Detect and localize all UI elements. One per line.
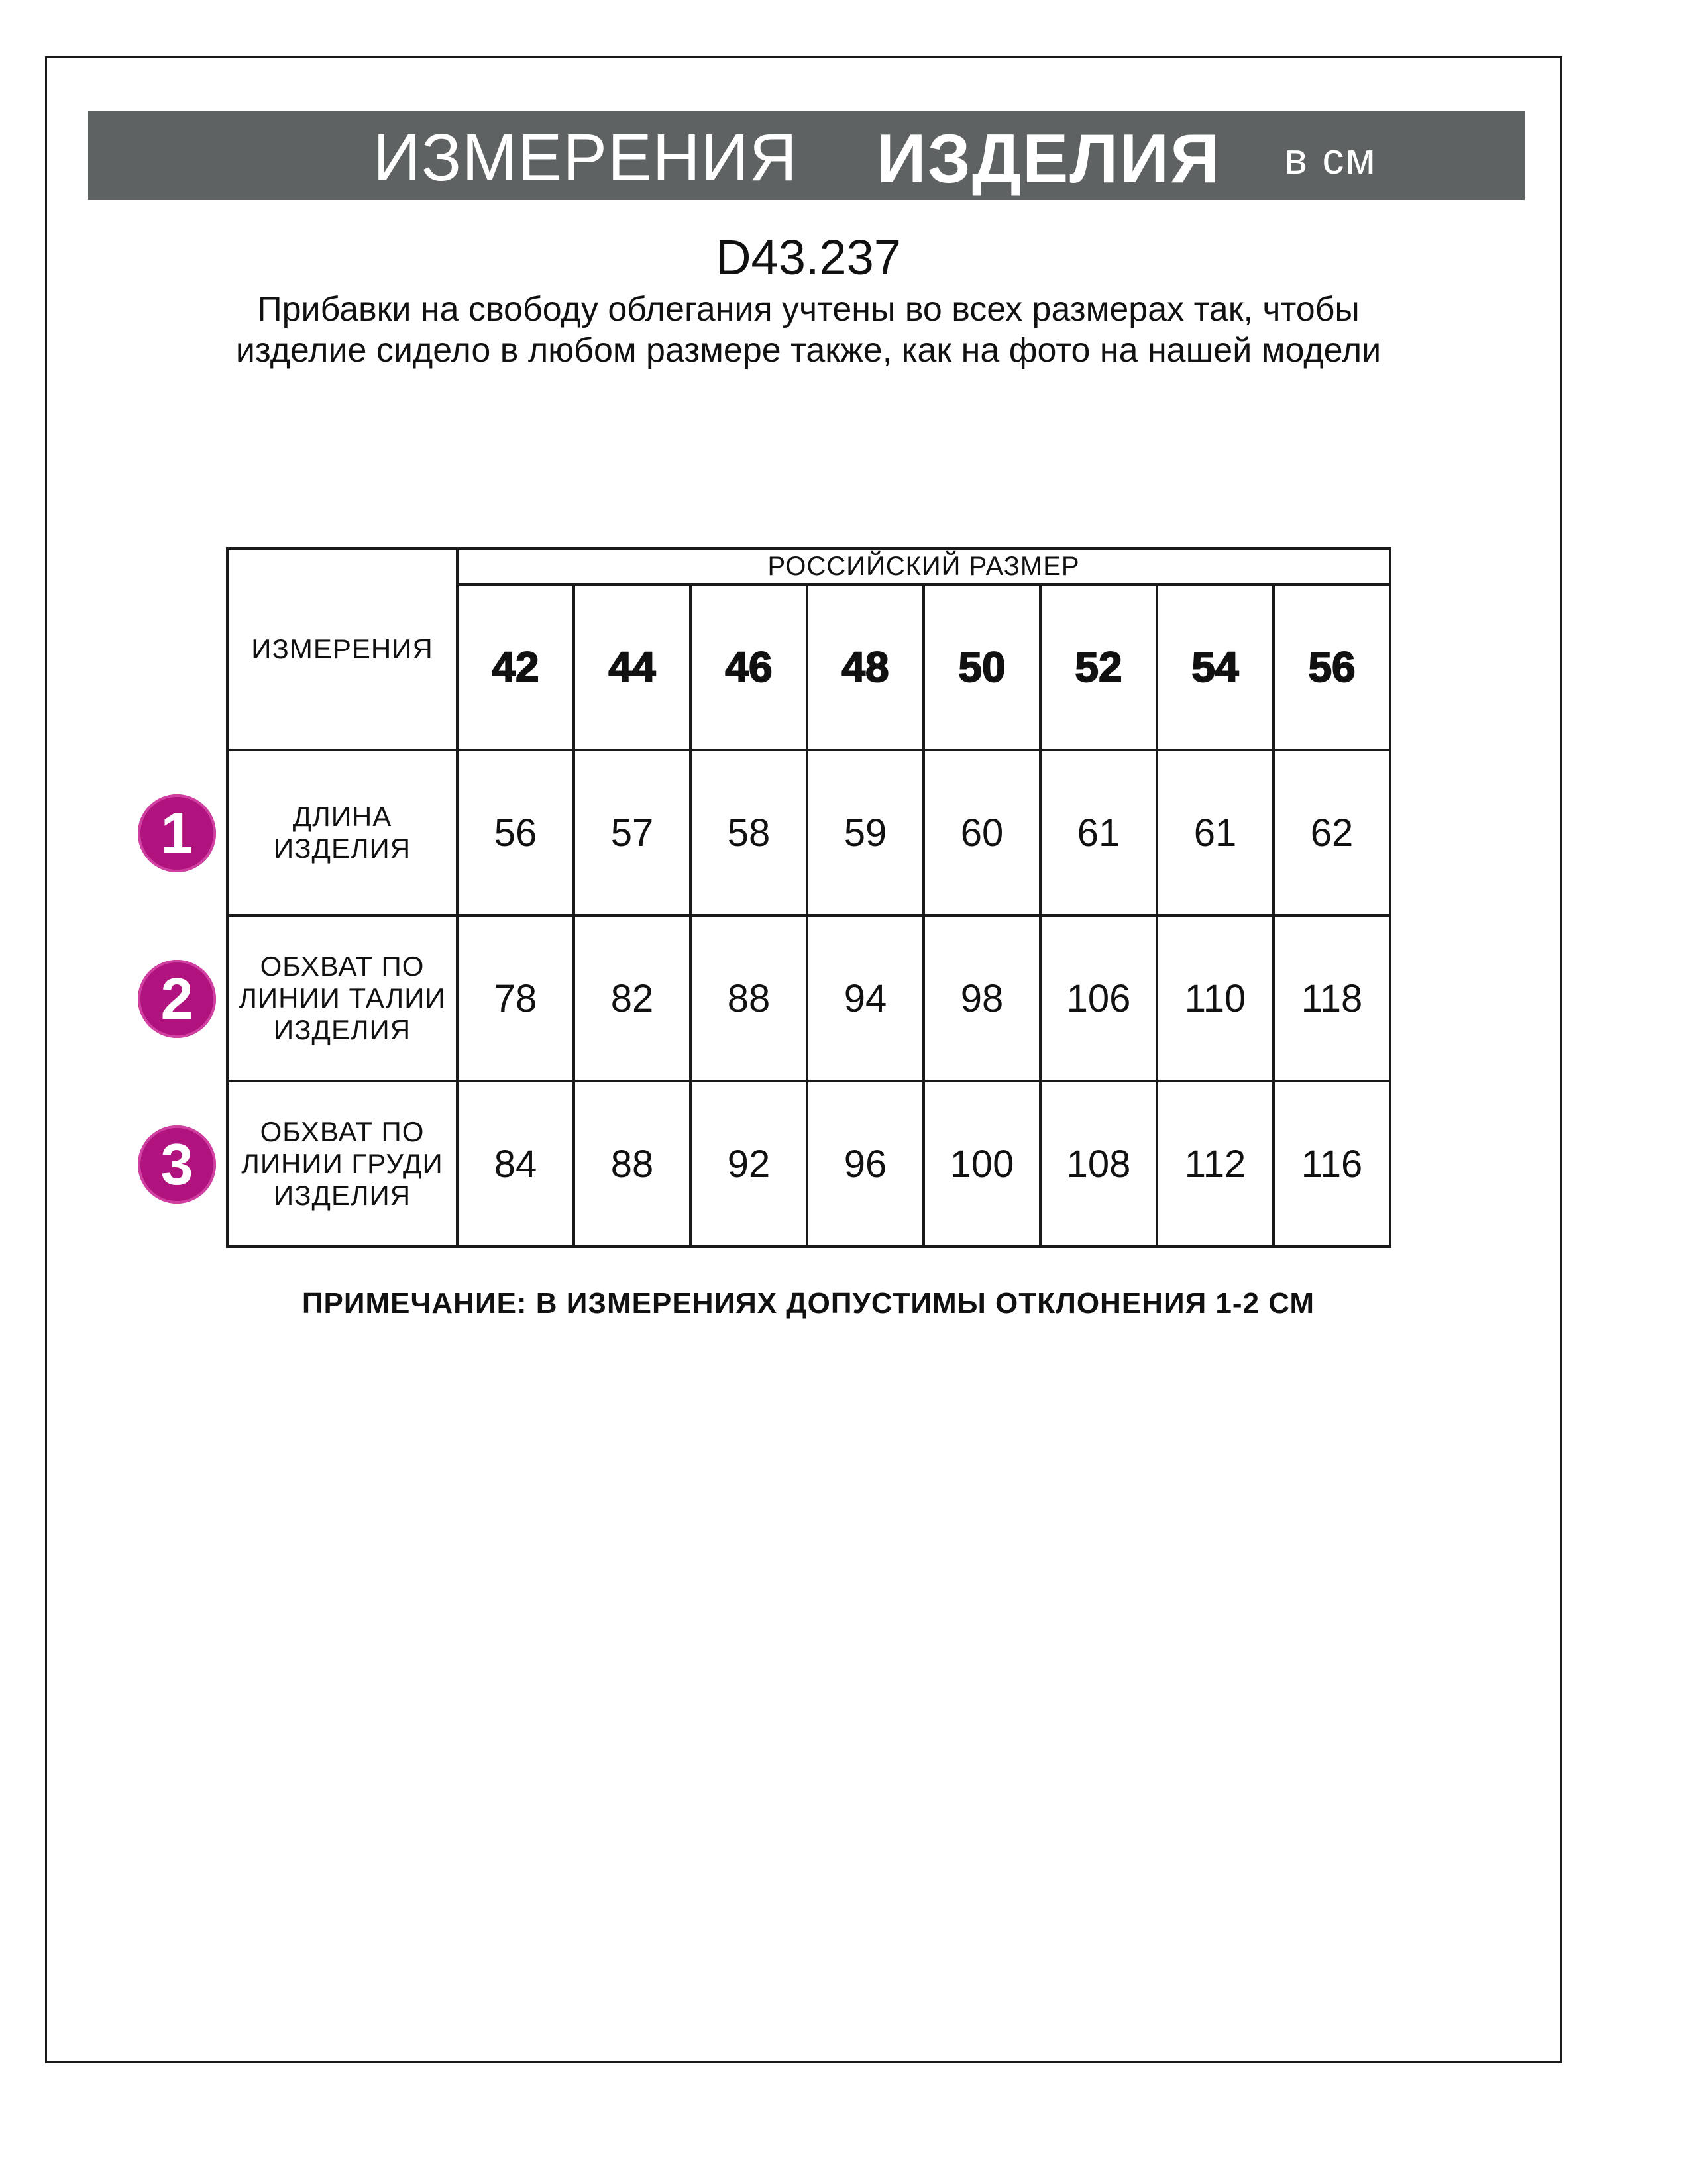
size-header: 54 xyxy=(1157,584,1274,750)
size-header: 52 xyxy=(1040,584,1157,750)
table-cell: 110 xyxy=(1157,915,1274,1081)
banner-title-item: ИЗДЕЛИЯ xyxy=(877,121,1221,197)
table-cell: 116 xyxy=(1274,1081,1390,1247)
table-cell: 100 xyxy=(924,1081,1040,1247)
row-label-chest: ОБХВАТ ПО ЛИНИИ ГРУДИ ИЗДЕЛИЯ xyxy=(227,1081,457,1247)
table-cell: 82 xyxy=(574,915,690,1081)
table-cell: 112 xyxy=(1157,1081,1274,1247)
table-cell: 88 xyxy=(690,915,807,1081)
table-row xyxy=(227,750,1390,915)
banner-title-measurements: ИЗМЕРЕНИЯ xyxy=(373,121,798,195)
table-cell: 84 xyxy=(457,1081,574,1247)
title-banner xyxy=(88,111,1525,200)
table-cell: 59 xyxy=(807,750,924,915)
table-cell: 58 xyxy=(690,750,807,915)
table-row xyxy=(227,1081,1390,1247)
size-header: 50 xyxy=(924,584,1040,750)
table-cell: 92 xyxy=(690,1081,807,1247)
size-header: 56 xyxy=(1274,584,1390,750)
table-cell: 106 xyxy=(1040,915,1157,1081)
table-cell: 78 xyxy=(457,915,574,1081)
fit-description: Прибавки на свободу облегания учтены во всех размерах так, чтобы изделие сидело в любом размере также, как на фото на нашей модели xyxy=(235,290,1382,370)
table-cell: 94 xyxy=(807,915,924,1081)
size-header: 46 xyxy=(690,584,807,750)
header-russian-size: РОССИЙСКИЙ РАЗМЕР xyxy=(457,548,1390,584)
table-cell: 61 xyxy=(1157,750,1274,915)
size-header: 48 xyxy=(807,584,924,750)
table-cell: 61 xyxy=(1040,750,1157,915)
row-number-badge-1: 1 xyxy=(138,794,216,872)
row-number-badge-3: 3 xyxy=(138,1125,216,1204)
row-label-waist: ОБХВАТ ПО ЛИНИИ ТАЛИИ ИЗДЕЛИЯ xyxy=(227,915,457,1081)
table-cell: 118 xyxy=(1274,915,1390,1081)
row-label-length: ДЛИНА ИЗДЕЛИЯ xyxy=(227,750,457,915)
table-cell: 57 xyxy=(574,750,690,915)
size-header: 44 xyxy=(574,584,690,750)
table-cell: 96 xyxy=(807,1081,924,1247)
table-row xyxy=(227,915,1390,1081)
table-cell: 60 xyxy=(924,750,1040,915)
table-cell: 88 xyxy=(574,1081,690,1247)
tolerance-note: ПРИМЕЧАНИЕ: В ИЗМЕРЕНИЯХ ДОПУСТИМЫ ОТКЛОНЕНИЯ 1-2 СМ xyxy=(301,1287,1315,1320)
row-number-badge-2: 2 xyxy=(138,960,216,1038)
table-cell: 98 xyxy=(924,915,1040,1081)
table-cell: 56 xyxy=(457,750,574,915)
article-number: D43.237 xyxy=(716,230,901,285)
table-cell: 62 xyxy=(1274,750,1390,915)
size-header: 42 xyxy=(457,584,574,750)
table-cell: 108 xyxy=(1040,1081,1157,1247)
banner-units: в см xyxy=(1284,134,1377,183)
header-measurements: ИЗМЕРЕНИЯ xyxy=(227,548,457,750)
size-table xyxy=(226,547,1391,1248)
